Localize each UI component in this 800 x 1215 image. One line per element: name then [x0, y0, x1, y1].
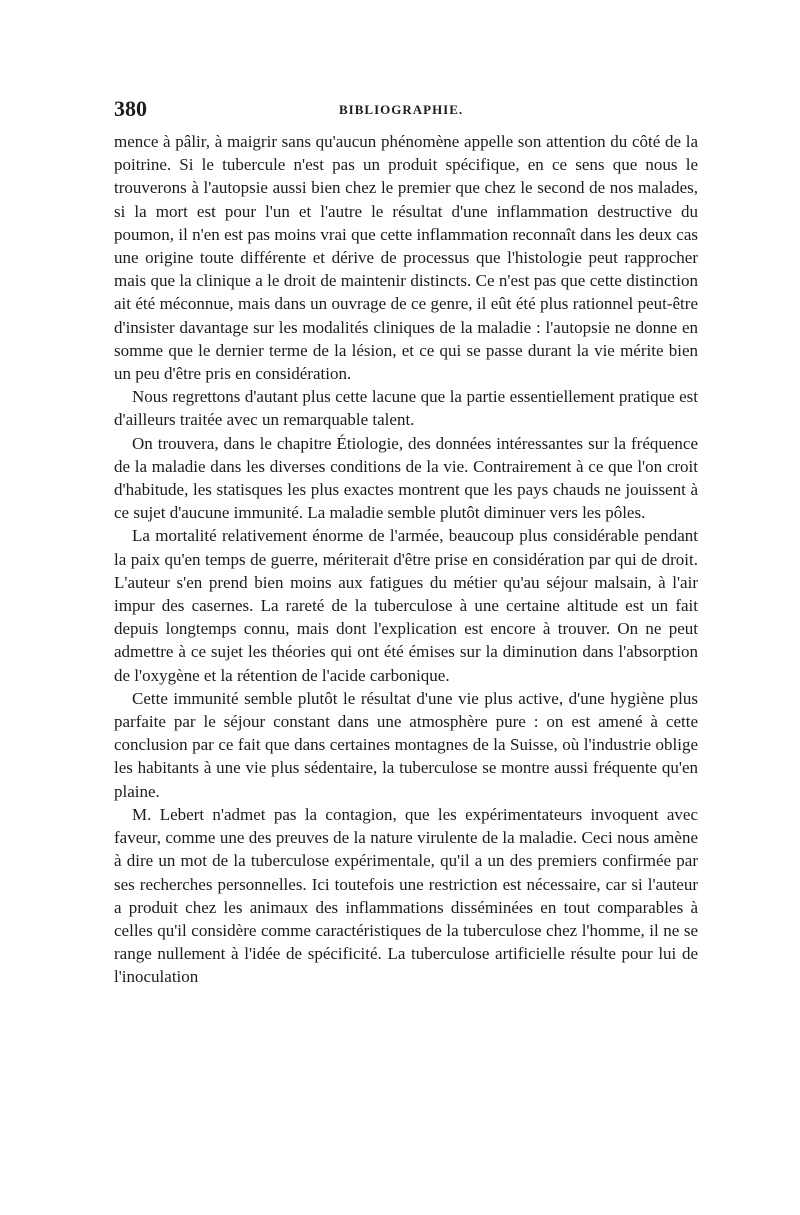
paragraph: M. Lebert n'admet pas la contagion, que les expérimentateurs invoquent avec faveur, comme une des preuves de la nature virulente de la maladie. Ceci nous amène à dire un mot de la tuberculose expérimentale, qu'il a un des premiers confirmée par ses recherches personnelles. Ici toutefois une restriction est nécessaire, car si l'auteur a produit chez les animaux des inflammations disséminées en tout comparables à celles qu'il considère comme caractéristiques de la tuberculose chez l'homme, il ne se range nullement à l'idée de spécificité. La tuberculose artificielle résulte pour lui de l'inoculation: [114, 804, 698, 987]
paragraph: Nous regrettons d'autant plus cette lacune que la partie essentiellement pratique est d'ailleurs traitée avec un remarquable talent.: [114, 387, 698, 430]
body-text: [114, 130, 698, 989]
page-number: 380: [114, 96, 147, 121]
paragraph: mence à pâlir, à maigrir sans qu'aucun phénomène appelle son attention du côté de la poitrine. Si le tubercule n'est pas un produit spécifique, en ce sens que nous le trouverons à l'autopsie aussi bien chez le premier que chez le second de nos malades, si la mort est pour l'un et l'autre le résultat d'une inflammation destructive du poumon, il n'en est pas moins vrai que cette inflammation reconnaît dans les deux cas une origine toute différente et dérive de processus que l'histologie peut rapprocher mais que la clinique a le droit de maintenir distincts. Ce n'est pas que cette distinction ait été méconnue, mais dans un ouvrage de ce genre, il eût été plus rationnel peut-être d'insister davantage sur les modalités cliniques de la maladie : l'autopsie ne donne en somme que le dernier terme de la lésion, et ce qui se passe durant la vie mérite bien un peu d'être pris en considération.: [114, 132, 698, 384]
running-title: BIBLIOGRAPHIE.: [339, 102, 464, 117]
paragraph: On trouvera, dans le chapitre Étiologie, des données intéressantes sur la fréquence de la maladie dans les diverses conditions de la vie. Contrairement à ce que l'on croit d'habitude, les statisques les plus exactes montrent que les pays chauds ne jouissent à ce sujet d'aucune immunité. La maladie semble plutôt diminuer vers les pôles.: [114, 433, 698, 523]
paragraph: La mortalité relativement énorme de l'armée, beaucoup plus considérable pendant la paix qu'en temps de guerre, mériterait d'être prise en considération par qui de droit. L'auteur s'en prend bien moins aux fatigues du métier qu'au séjour malsain, à l'air impur des casernes. La rareté de la tuberculose à une certaine altitude est un fait depuis longtemps connu, mais dont l'explication est encore à trouver. On ne peut admettre à ce sujet les théories qui ont été émises sur la diminution dans l'absorption de l'oxygène et la rétention de l'acide carbonique.: [114, 526, 698, 685]
page-header: [114, 96, 698, 124]
paragraph: Cette immunité semble plutôt le résultat d'une vie plus active, d'une hygiène plus parfaite par le séjour constant dans une atmosphère pure : on est amené à cette conclusion par ce fait que dans certaines montagnes de la Suisse, où l'industrie oblige les habitants à une vie plus sédentaire, la tuberculose se montre aussi fréquente qu'en plaine.: [114, 688, 698, 801]
